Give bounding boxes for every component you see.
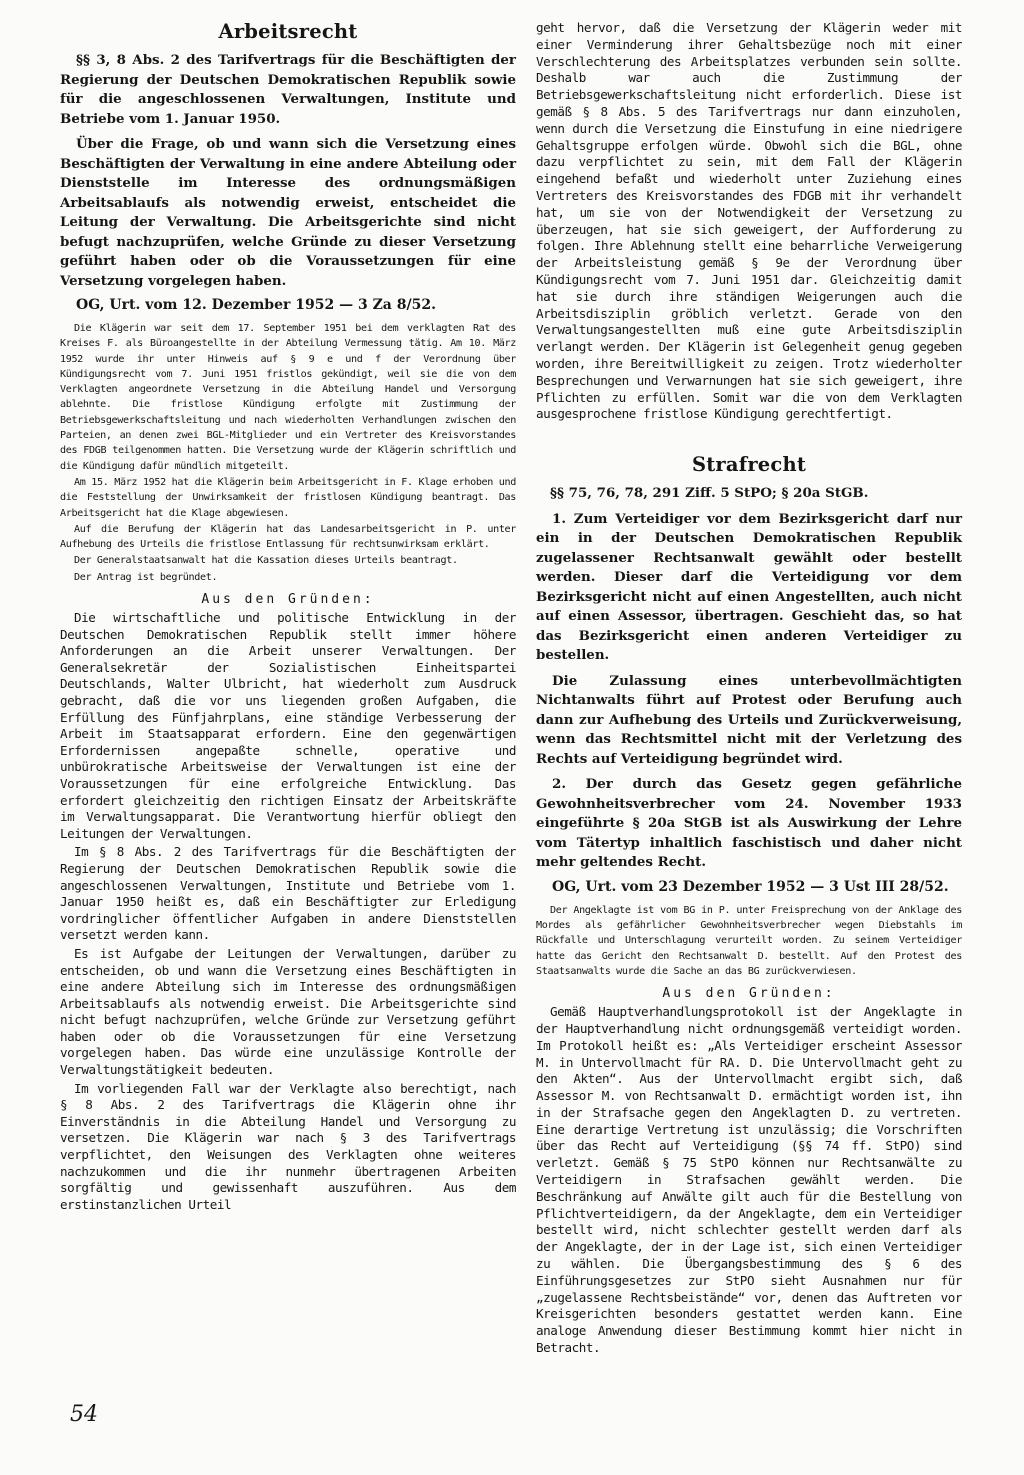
- facts-paragraph: Die Klägerin war seit dem 17. September 1951 bei dem verklagten Rat des Kreises F. als Büroangestellte in der Abteilung Vermessung tätig. Am 10. März 1952 wurde ihr unter Hinweis auf § 9 e und f der Verordnung über Kündigungsrecht vom 7. Juni 1951 fristlos gekündigt, weil sie die von dem Verklagten angeordnete Versetzung in die Abteilung Handel und Versorgung ablehnte. Die fristlose Kündigung erfolgte mit Zustimmung der Betriebsgewerkschaftsleitung und nach wiederholten Verhandlungen zwischen den Parteien, an denen zwei BGL-Mitglieder und ein Vertreter des Kreisvorstandes des FDGB teilgenommen hatten. Die Versetzung wurde der Klägerin schriftlich und die Kündigung dafür mündlich mitgeteilt.: [60, 323, 516, 472]
- headnote: Über die Frage, ob und wann sich die Versetzung eines Beschäftigten der Verwaltung in eine andere Abteilung oder Dienststelle im Interesse des ordnungsmäßigen Arbeitsablaufs als notwendig erweist, entscheidet die Leitung der Verwaltung. Die Arbeitsgerichte sind nicht befugt nachzuprüfen, welche Gründe zu dieser Versetzung geführt haben oder ob die Voraussetzungen für eine Versetzung vorgelegen haben.: [60, 136, 516, 289]
- headnote: 2. Der durch das Gesetz gegen gefährliche Gewohnheitsverbrecher vom 24. November 1933 eingeführte § 20a StGB ist als Auswirkung der Lehre vom Tätertyp inhaltlich faschistisch und daher nicht mehr geltendes Recht.: [536, 776, 962, 871]
- grounds-paragraph: Die wirtschaftliche und politische Entwicklung in der Deutschen Demokratischen Republik stellt immer höhere Anforderungen an die Arbeit unserer Verwaltungen. Der Generalsekretär der Sozialistischen Einheitspartei Deutschlands, Walter Ulbricht, hat wiederholt zum Ausdruck gebracht, daß die vor uns liegenden großen Aufgaben, die Erfüllung des Fünfjahrplans, eine ständige Verbesserung der Arbeit im Staatsapparat erfordern. Eine den gegenwärtigen Erfordernissen angepaßte schnelle, operative und unbürokratische Arbeitsweise der Verwaltungen ist eine der Voraussetzungen für eine erfolgreiche Entwicklung. Das erfordert gleichzeitig den richtigen Einsatz der Arbeitskräfte im Verwaltungsapparat. Die Verantwortung hierfür obliegt den Leitungen der Verwaltungen.: [60, 610, 516, 841]
- facts-paragraph: Der Antrag ist begründet.: [74, 571, 218, 583]
- grounds-heading: Aus den Gründen:: [201, 592, 375, 608]
- section-heading-arbeitsrecht: Arbeitsrecht: [218, 20, 358, 43]
- right-column: [536, 20, 962, 1359]
- left-column: [60, 20, 516, 1215]
- facts-paragraph: Auf die Berufung der Klägerin hat das Landesarbeitsgericht in P. unter Aufhebung des Urteils die fristlose Entlassung für rechtsunwirksam erklärt.: [60, 523, 516, 551]
- statute-reference: §§ 3, 8 Abs. 2 des Tarifvertrags für die Beschäftigten der Regierung der Deutschen Demokratischen Republik sowie für die angeschlossenen Verwaltungen, Institute und Betriebe vom 1. Januar 1950.: [60, 52, 516, 127]
- headnote: 1. Zum Verteidiger vor dem Bezirksgericht darf nur ein in der Deutschen Demokratischen Republik zugelassener Rechtsanwalt gewählt oder bestellt werden. Dieser darf die Verteidigung vor dem Bezirksgericht nicht auf einen Angestellten, auch nicht auf einen Assessor, übertragen. Geschieht das, so hat das Bezirksgericht einen anderen Verteidiger zu bestellen.: [536, 510, 962, 664]
- court-citation: OG, Urt. vom 23 Dezember 1952 — 3 Ust III 28/52.: [552, 878, 949, 895]
- grounds-paragraph: Gemäß Hauptverhandlungsprotokoll ist der Angeklagte in der Hauptverhandlung nicht ordnungsgemäß verteidigt worden. Im Protokoll heißt es: „Als Verteidiger erscheint Assessor M. in Untervollmacht für RA. D. Die Untervollmacht geht zu den Akten“. Aus der Untervollmacht ergibt sich, daß Assessor M. von Rechtsanwalt D. ermächtigt worden ist, ihn in der Strafsache gegen den Angeklagten D. zu vertreten. Eine derartige Vertretung ist unzulässig; die Vorschriften über das Recht auf Verteidigung (§§ 74 ff. StPO) sind verletzt. Gemäß § 75 StPO können nur Rechtsanwälte zu Verteidigern in Strafsachen gewählt werden. Die Beschränkung auf Anwälte gilt auch für die Bestellung von Pflichtverteidigern, da der Angeklagte, dem ein Verteidiger bestellt wird, nicht schlechter gestellt werden darf als der Angeklagte, der in der Lage ist, sich einen Verteidiger zu wählen. Die Übergangsbestimmung des § 6 des Einführungsgesetzes zur StPO sieht Ausnahmen nur für „zugelassene Rechtsbeistände“ vor, denen das Auftreten vor Kreisgerichten besonders gestattet werden kann. Eine analoge Anwendung dieser Bestimmung kommt hier nicht in Betracht.: [536, 1004, 962, 1356]
- section-heading-strafrecht: Strafrecht: [691, 453, 807, 477]
- grounds-paragraph: Es ist Aufgabe der Leitungen der Verwaltungen, darüber zu entscheiden, ob und wann die Versetzung eines Beschäftigten in eine andere Abteilung sich im Interesse des ordnungsmäßigen Arbeitsablaufs als notwendig erweist. Die Arbeitsgerichte sind nicht befugt nachzuprüfen, welche Gründe zur Versetzung geführt haben oder ob die Voraussetzungen für eine Versetzung vorgelegen haben. Das würde eine unzulässige Kontrolle der Verwaltungstätigkeit bedeuten.: [60, 945, 516, 1078]
- grounds-heading: Aus den Gründen:: [662, 986, 836, 1002]
- facts-paragraph: Am 15. März 1952 hat die Klägerin beim Arbeitsgericht in F. Klage erhoben und die Feststellung der Unwirksamkeit der fristlosen Kündigung beantragt. Das Arbeitsgericht hat die Klage abgewiesen.: [60, 476, 516, 519]
- headnote: Die Zulassung eines unterbevollmächtigten Nichtanwalts führt auf Protest oder Berufung auch dann zur Aufhebung des Urteils und Zurückverweisung, wenn das Rechtsmittel nicht mit der Verletzung des Rechts auf Verteidigung begründet wird.: [536, 672, 962, 767]
- page-number: 54: [70, 1402, 98, 1427]
- grounds-paragraph: Im vorliegenden Fall war der Verklagte also berechtigt, nach § 8 Abs. 2 des Tarifvertrags die Klägerin ohne ihr Einverständnis in die Abteilung Handel und Versorgung zu versetzen. Die Klägerin war nach § 3 des Tarifvertrags verpflichtet, den Weisungen des Verklagten ohne weiteres nachzukommen und die ihr nunmehr übertragenen Arbeiten sorgfältig und gewissenhaft auszuführen. Aus dem erstinstanzlichen Urteil: [60, 1080, 516, 1212]
- facts-paragraph: Der Angeklagte ist vom BG in P. unter Freisprechung von der Anklage des Mordes als gefährlicher Gewohnheitsverbrecher wegen Diebstahls im Rückfalle und Unterschlagung verurteilt worden. Zu seinem Verteidiger hatte das Gericht den Rechtsanwalt D. bestellt. Auf den Protest des Staatsanwalts wurde die Sache an das BG zurückverwiesen.: [536, 904, 962, 977]
- facts-paragraph: Der Generalstaatsanwalt hat die Kassation dieses Urteils beantragt.: [74, 555, 458, 567]
- grounds-paragraph: Im § 8 Abs. 2 des Tarifvertrags für die Beschäftigten der Regierung der Deutschen Demokratischen Republik sowie die angeschlossenen Verwaltungen, Institute und Betriebe vom 1. Januar 1950 heißt es, daß ein Beschäftigter zur Erledigung vordringlicher öffentlicher Aufgaben in andere Dienststellen versetzt werden kann.: [60, 844, 516, 943]
- continuation-paragraph: geht hervor, daß die Versetzung der Klägerin weder mit einer Verminderung ihrer Gehaltsbezüge noch mit einer Verschlechterung des Arbeitsplatzes verbunden sein sollte. Deshalb war auch die Zustimmung der Betriebsgewerkschaftsleitung nicht erforderlich. Diese ist gemäß § 8 Abs. 5 des Tarifvertrags nur dann einzuholen, wenn durch die Versetzung die Einstufung in eine niedrigere Gehaltsgruppe erfolgen würde. Obwohl sich die BGL, ohne dazu verpflichtet zu sein, mit dem Fall der Klägerin eingehend befaßt und wiederholt unter Zuziehung eines Vertreters des Kreisvorstandes des FDGB mit ihr verhandelt hat, um sie von der Notwendigkeit der Versetzung zu überzeugen, hat sie sich geweigert, der Aufforderung zu folgen. Ihre Ablehnung stellt eine beharrliche Verweigerung der Arbeitsleistung gemäß § 9e der Verordnung über Kündigungsrecht vom 7. Juni 1951 dar. Gleichzeitig damit hat sie durch ihre ständigen Weigerungen auch die Arbeitsdisziplin gröblich verletzt. Gerade von den Verwaltungsangestellten muß eine gute Arbeitsdisziplin verlangt werden. Der Klägerin ist Gelegenheit genug gegeben worden, ihre Bereitwilligkeit zu zeigen. Trotz wiederholter Besprechungen und Verwarnungen hat sie sich geweigert, ihre Pflichten zu erfüllen. Somit war die von dem Verklagten ausgesprochene fristlose Kündigung gerechtfertigt.: [536, 20, 962, 422]
- court-citation: OG, Urt. vom 12. Dezember 1952 — 3 Za 8/52.: [76, 297, 436, 313]
- statute-reference: §§ 75, 76, 78, 291 Ziff. 5 StPO; § 20a StGB.: [550, 485, 869, 502]
